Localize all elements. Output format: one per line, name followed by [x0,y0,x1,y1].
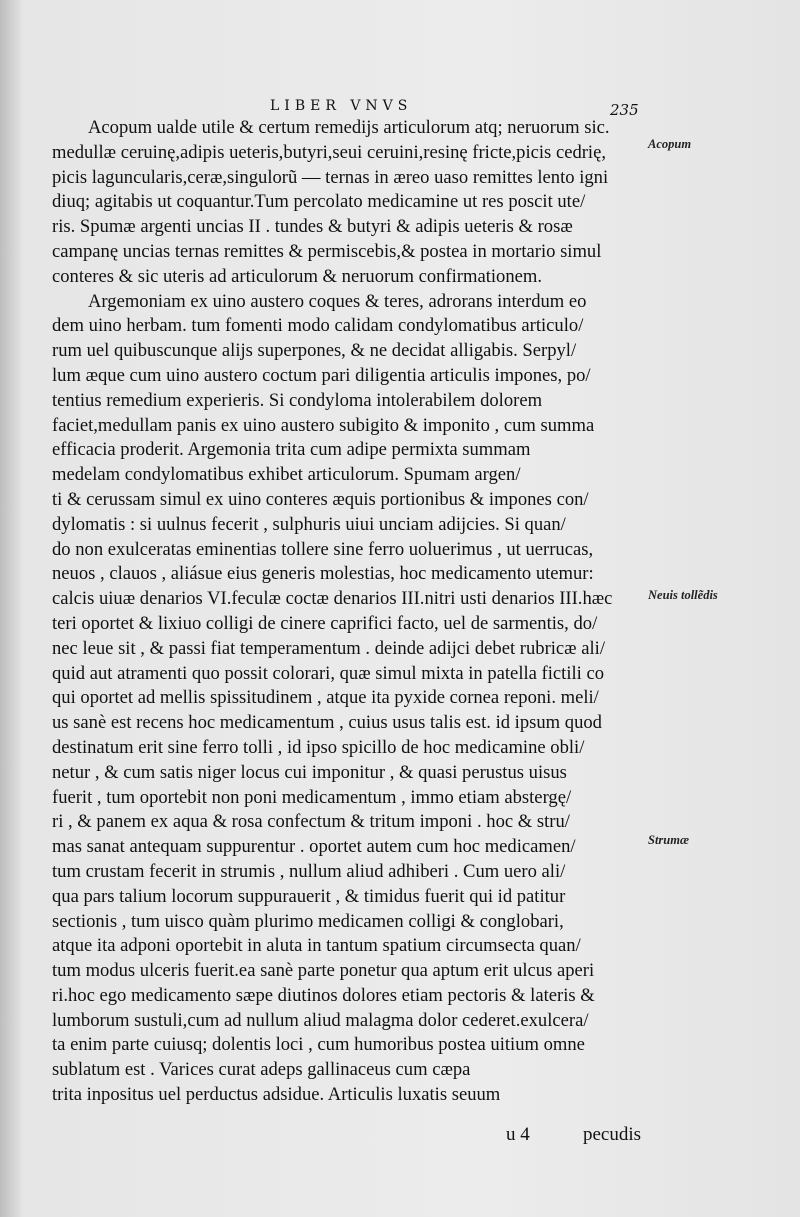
text-line: campanę uncias ternas remittes & permiscebis,& postea in mortario simul [52,240,602,262]
text-line: ti & cerussam simul ex uino conteres æquis portionibus & impones con/ [52,488,589,510]
text-line: nec leue sit , & passi fiat temperamentum . deinde adijci debet rubricæ ali/ [52,637,605,659]
running-head: LIBER VNVS [270,98,413,114]
catchword: pecudis [583,1124,642,1145]
text-line: conteres & sic uteris ad articulorum & neruorum confirmationem. [52,265,543,287]
text-line: rum uel quibuscunque alijs superpones, & ne decidat alligabis. Serpyl/ [52,340,577,362]
page-footer [0,1124,800,1150]
text-line: efficacia proderit. Argemonia trita cum adipe permixta summam [52,439,531,461]
text-line: fuerit , tum oportebit non poni medicamentum , immo etiam abstergę/ [52,786,572,808]
text-line: tentius remedium experieris. Si condyloma intolerabilem dolorem [52,389,543,411]
text-line: faciet,medullam panis ex uino austero subigito & imponito , cum summa [52,414,595,436]
text-line: ta enim parte cuiusq; dolentis loci , cum humoribus postea uitium omne [52,1034,585,1056]
text-line: dylomatis : si uulnus fecerit , sulphuris uiui unciam adijcies. Si quan/ [52,513,566,535]
text-line: lumborum sustuli,cum ad nullum aliud malagma dolor cederet.exulcera/ [52,1009,589,1031]
text-line: tum modus ulceris fuerit.ea sanè parte ponetur qua aptum erit ulcus aperi [52,960,595,982]
text-line: dem uino herbam. tum fomenti modo calidam condylomatibus articulo/ [52,315,584,337]
text-line: calcis uiuæ denarios VI.feculæ coctæ denarios III.nitri usti denarios III.hæc [52,588,613,610]
text-line: Acopum ualde utile & certum remedijs articulorum atq; neruorum sic. [88,117,610,138]
text-line: diuq; agitabis ut coquantur.Tum percolato medicamine ut res poscit ute/ [52,191,586,213]
margin-note-acopum: Acopum [648,137,692,151]
text-line: lum æque cum uino austero coctum pari diligentia articulis impones, po/ [52,364,591,386]
text-line: sublatum est . Varices curat adeps gallinaceus cum cæpa [52,1059,471,1081]
text-line: medelam condylomatibus exhibet articulorum. Spumam argen/ [52,464,521,486]
text-line: netur , & cum satis niger locus cui imponitur , & quasi perustus uisus [52,761,567,783]
text-line: medullæ ceruinę,adipis ueteris,butyri,seui ceruini,resinę fricte,picis cedrię, [52,141,606,163]
text-line: trita inpositus uel perductus adsidue. Articulis luxatis seuum [52,1084,501,1106]
text-line: ris. Spumæ argenti uncias II . tundes & butyri & adipis ueteris & rosæ [52,216,573,238]
text-line: do non exulceratas eminentias tollere sine ferro uoluerimus , ut uerrucas, [52,538,594,560]
body-text [52,116,642,1108]
text-line: ri.hoc ego medicamento sæpe diutinos dolores etiam pectoris & lateris & [52,984,595,1006]
signature-mark: u 4 [506,1124,530,1145]
text-line: qua pars talium locorum suppurauerit , & timidus fuerit qui id patitur [52,885,566,907]
text-line: qui oportet ad mellis spissitudinem , atque ita pyxide cornea reponi. meli/ [52,687,599,709]
text-line: atque ita adponi oportebit in aluta in tantum spatium circumsecta quan/ [52,935,581,957]
text-line: teri oportet & lixiuo colligi de cinere caprifici facto, uel de sarmentis, do/ [52,612,598,634]
text-line: neuos , clauos , aliásue eius generis molestias, hoc medicamento utemur: [52,563,594,585]
text-line: ri , & panem ex aqua & rosa confectum & tritum imponi . hoc & stru/ [52,811,570,833]
margin-note-neuis: Neuis tollẽdis [648,588,718,602]
text-line: destinatum erit sine ferro tolli , id ipso spicillo de hoc medicamine obli/ [52,736,585,758]
text-line: quid aut atramenti quo possit colorari, quæ simul mixta in patella fictili co [52,662,605,684]
text-line: picis laguncularis,ceræ,singulorũ — ternas in æreo uaso remittes lento igni [52,166,609,188]
margin-note-strumae: Strumæ [648,833,689,847]
text-line: tum crustam fecerit in strumis , nullum aliud adhiberi . Cum uero ali/ [52,860,566,882]
page-number: 235 [610,101,639,119]
text-line: us sanè est recens hoc medicamentum , cuius usus talis est. id ipsum quod [52,712,602,734]
text-line: Argemoniam ex uino austero coques & teres, adrorans interdum eo [88,290,587,312]
text-line: mas sanat antequam suppurentur . oportet autem cum hoc medicamen/ [52,836,576,858]
text-line: sectionis , tum uisco quàm plurimo medicamen colligi & conglobari, [52,910,564,932]
